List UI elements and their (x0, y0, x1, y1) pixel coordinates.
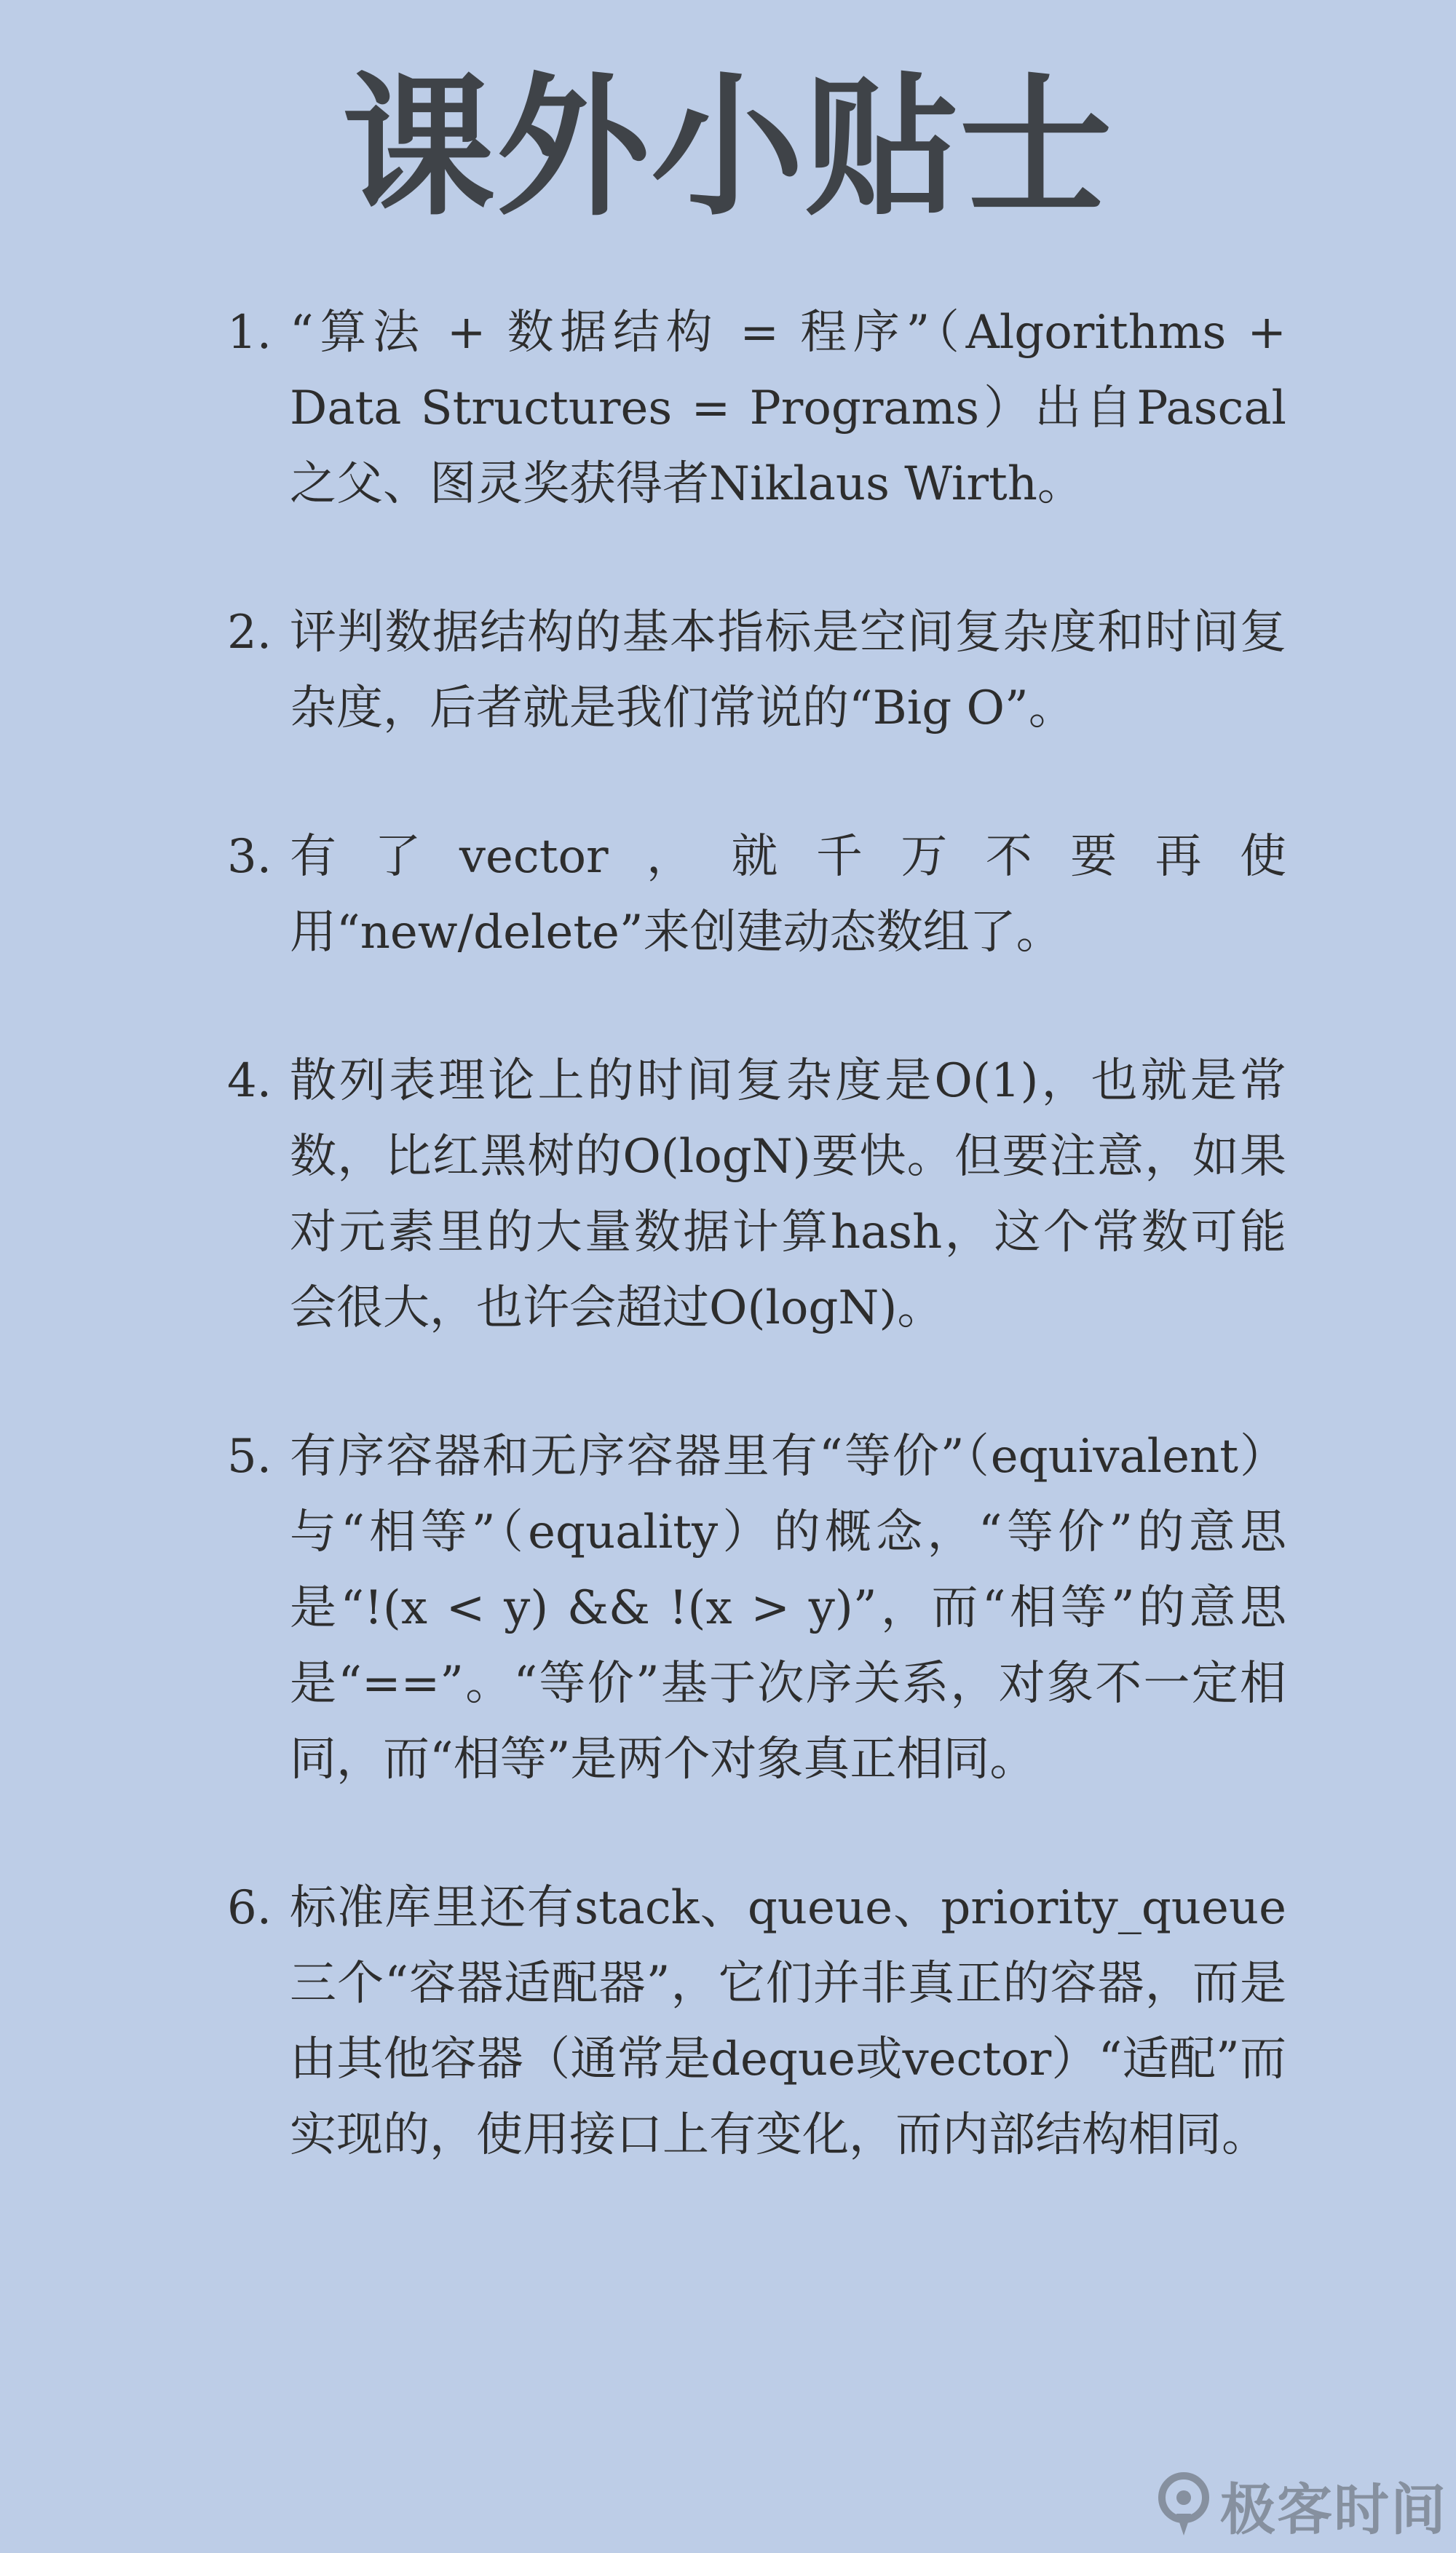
tip-number: 1. (227, 306, 272, 360)
tip-item-5 (227, 1419, 1286, 1797)
brand-name: 极客时间 (1220, 2477, 1447, 2542)
tip-text: “算法 + 数据结构 = 程序”（Algorithms + Data Structures = Programs）出自Pascal之父、图灵奖获得者Niklaus Wirth。 (290, 306, 1286, 511)
tip-item-2 (227, 595, 1286, 746)
tip-item-3 (227, 819, 1286, 970)
tip-text: 有了vector，就千万不要再使用“new/delete”来创建动态数组了。 (290, 830, 1286, 959)
tips-list (227, 295, 1286, 2246)
tip-number: 4. (227, 1054, 272, 1108)
tip-text: 有序容器和无序容器里有“等价”（equivalent）与“相等”（equality）的概念，“等价”的意思是“!(x < y) && !(x > y)”，而“相等”的意思是“==”。“等价”基于次序关系，对象不一定相同，而“相等”是两个对象真正相同。 (290, 1430, 1286, 1786)
tip-number: 3. (227, 830, 272, 884)
tip-item-4 (227, 1043, 1286, 1346)
tip-item-1 (227, 295, 1286, 522)
page-title: 课外小贴士 (341, 58, 1114, 237)
brand-watermark (1156, 2469, 1447, 2541)
tip-item-6 (227, 1870, 1286, 2173)
tip-text: 评判数据结构的基本指标是空间复杂度和时间复杂度，后者就是我们常说的“Big O”。 (290, 606, 1286, 735)
tip-number: 6. (227, 1881, 272, 1935)
geektime-logo-icon (1156, 2471, 1211, 2538)
tip-number: 5. (227, 1430, 272, 1484)
tip-text: 散列表理论上的时间复杂度是O(1)，也就是常数，比红黑树的O(logN)要快。但要注意，如果对元素里的大量数据计算hash，这个常数可能会很大，也许会超过O(logN)。 (290, 1054, 1286, 1335)
tip-text: 标准库里还有stack、queue、priority_queue三个“容器适配器”，它们并非真正的容器，而是由其他容器（通常是deque或vector）“适配”而实现的，使用接口上有变化，而内部结构相同。 (290, 1881, 1286, 2162)
tip-number: 2. (227, 606, 272, 660)
